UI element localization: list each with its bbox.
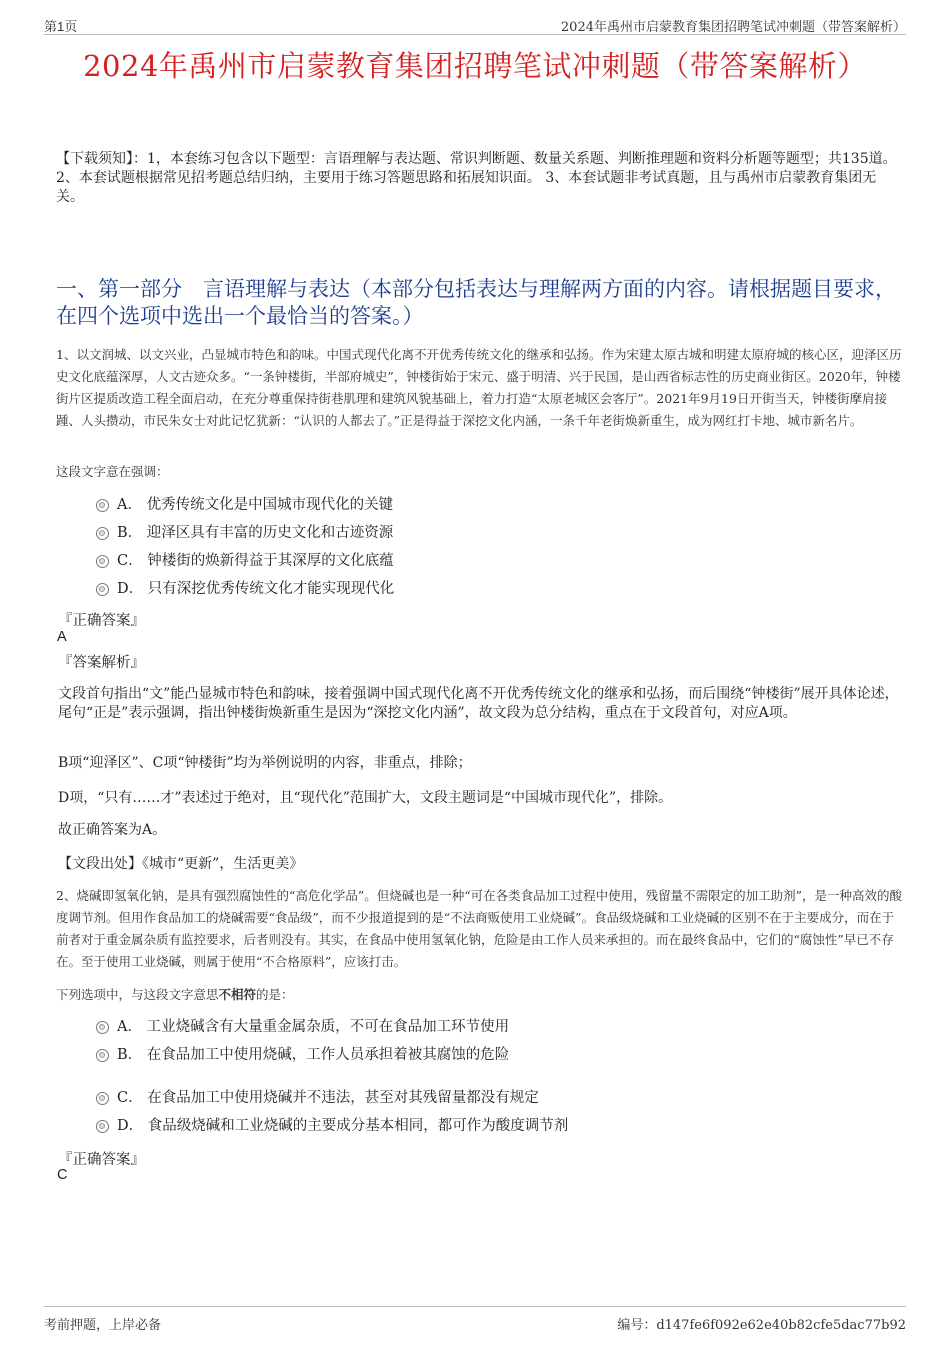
q1-option-a[interactable] [96, 494, 393, 516]
radio-icon[interactable] [96, 583, 109, 596]
page-number: 第1页 [44, 19, 78, 34]
option-label: A． 优秀传统文化是中国城市现代化的关键 [117, 497, 394, 513]
q1-analysis-2: B项“迎泽区”、C项“钟楼街”均为举例说明的内容，非重点，排除； [58, 755, 472, 771]
q2-answer-label: 『正确答案』 [58, 1152, 145, 1168]
question-2-prompt [56, 985, 294, 1003]
radio-icon[interactable] [96, 499, 109, 512]
option-label: C． 在食品加工中使用烧碱并不违法，甚至对其残留量都没有规定 [117, 1090, 539, 1106]
q1-option-c[interactable] [96, 550, 394, 572]
q1-analysis-label: 『答案解析』 [58, 655, 145, 671]
section-heading: 一、第一部分 言语理解与表达（本部分包括表达与理解两方面的内容。请根据题目要求，在四个选项中选出一个最恰当的答案。） [56, 277, 896, 328]
question-2-text: 2、烧碱即氢氧化钠，是具有强烈腐蚀性的“高危化学品”。但烧碱也是一种“可在各类食品加工过程中使用，残留量不需限定的加工助剂”，是一种高效的酸度调节剂。但用作食品加工的烧碱需要“食品级”，而不少报道提到的是“不法商贩使用工业烧碱”。食品级烧碱和工业烧碱的区别不在于主要成分，而在于前者对于重金属杂质有监控要求，后者则没有。其实，在食品中使用氢氧化钠，危险是由工作人员来承担的。而在最终食品中，它们的“腐蚀性”早已不存在。至于使用工业烧碱，则属于使用“不合格原料”，应该打击。 [56, 888, 903, 969]
q1-answer: A [57, 629, 67, 645]
option-label: C． 钟楼街的焕新得益于其深厚的文化底蕴 [117, 553, 394, 569]
q2-option-d[interactable] [96, 1115, 568, 1137]
option-label: A． 工业烧碱含有大量重金属杂质，不可在食品加工环节使用 [117, 1019, 510, 1035]
q1-analysis-1: 文段首句指出“文”能凸显城市特色和韵味，接着强调中国式现代化离不开优秀传统文化的继承和弘扬，而后围绕“钟楼街”展开具体论述，尾句“正是”表示强调，指出钟楼街焕新重生是因为“深挖文化内涵”，故文段为总分结构，重点在于文段首句，对应A项。 [58, 686, 899, 721]
footer-slogan: 考前押题，上岸必备 [44, 1318, 162, 1333]
q1-analysis-3: D项，“只有……才”表述过于绝对，且“现代化”范围扩大，文段主题词是“中国城市现代化”，排除。 [58, 790, 673, 806]
header-divider [44, 34, 906, 35]
radio-icon[interactable] [96, 1120, 109, 1133]
prompt-emphasis: 不相符 [218, 987, 257, 1002]
footer-doc-id: 编号：d147fe6f092e62e40b82cfe5dac77b92 [617, 1318, 906, 1333]
download-notice: 【下载须知】：1，本套练习包含以下题型：言语理解与表达题、常识判断题、数量关系题、判断推理题和资料分析题等题型；共135道。 2、本套试题根据常见招考题总结归纳，主要用于练习答题思路和拓展知识面。 3、本套试题非考试真题，且与禹州市启蒙教育集团无关。 [56, 151, 897, 205]
q1-option-b[interactable] [96, 522, 393, 544]
footer-divider [44, 1306, 906, 1307]
radio-icon[interactable] [96, 1049, 109, 1062]
option-label: B． 迎泽区具有丰富的历史文化和古迹资源 [117, 525, 394, 541]
page-title: 2024年禹州市启蒙教育集团招聘笔试冲刺题（带答案解析） [83, 49, 867, 83]
q2-answer: C [57, 1167, 68, 1183]
radio-icon[interactable] [96, 527, 109, 540]
q2-option-a[interactable] [96, 1016, 509, 1038]
q1-source: 【文段出处】《城市“更新”，生活更美》 [58, 856, 304, 872]
question-1-prompt: 这段文字意在强调： [56, 464, 169, 479]
q1-option-d[interactable] [96, 578, 394, 600]
option-label: D． 只有深挖优秀传统文化才能实现现代化 [117, 581, 395, 597]
question-1-text: 1、以文润城、以文兴业，凸显城市特色和韵味。中国式现代化离不开优秀传统文化的继承和弘扬。作为宋建太原古城和明建太原府城的核心区，迎泽区历史文化底蕴深厚，人文古迹众多。“一条钟楼街，半部府城史”，钟楼街始于宋元、盛于明清、兴于民国，是山西省标志性的历史商业街区。2020年，钟楼街片区提质改造工程全面启动，在充分尊重保持街巷肌理和建筑风貌基础上，着力打造“太原老城区会客厅”。2021年9月19日开街当天，钟楼街摩肩接踵、人头攒动，市民朱女士对此记忆犹新：“认识的人都去了。”正是得益于深挖文化内涵，一条千年老街焕新重生，成为网红打卡地、城市新名片。 [56, 347, 902, 428]
prompt-prefix: 下列选项中，与这段文字意思 [56, 987, 219, 1002]
radio-icon[interactable] [96, 1092, 109, 1105]
option-label: D． 食品级烧碱和工业烧碱的主要成分基本相同，都可作为酸度调节剂 [117, 1118, 569, 1134]
radio-icon[interactable] [96, 555, 109, 568]
q2-option-c[interactable] [96, 1087, 539, 1109]
radio-icon[interactable] [96, 1021, 109, 1034]
q2-option-b[interactable] [96, 1044, 509, 1066]
option-label: B． 在食品加工中使用烧碱，工作人员承担着被其腐蚀的危险 [117, 1047, 510, 1063]
q1-analysis-4: 故正确答案为A。 [58, 822, 167, 838]
q1-answer-label: 『正确答案』 [58, 613, 145, 629]
prompt-suffix: 的是： [256, 987, 294, 1002]
header-doc-title: 2024年禹州市启蒙教育集团招聘笔试冲刺题（带答案解析） [560, 20, 906, 35]
